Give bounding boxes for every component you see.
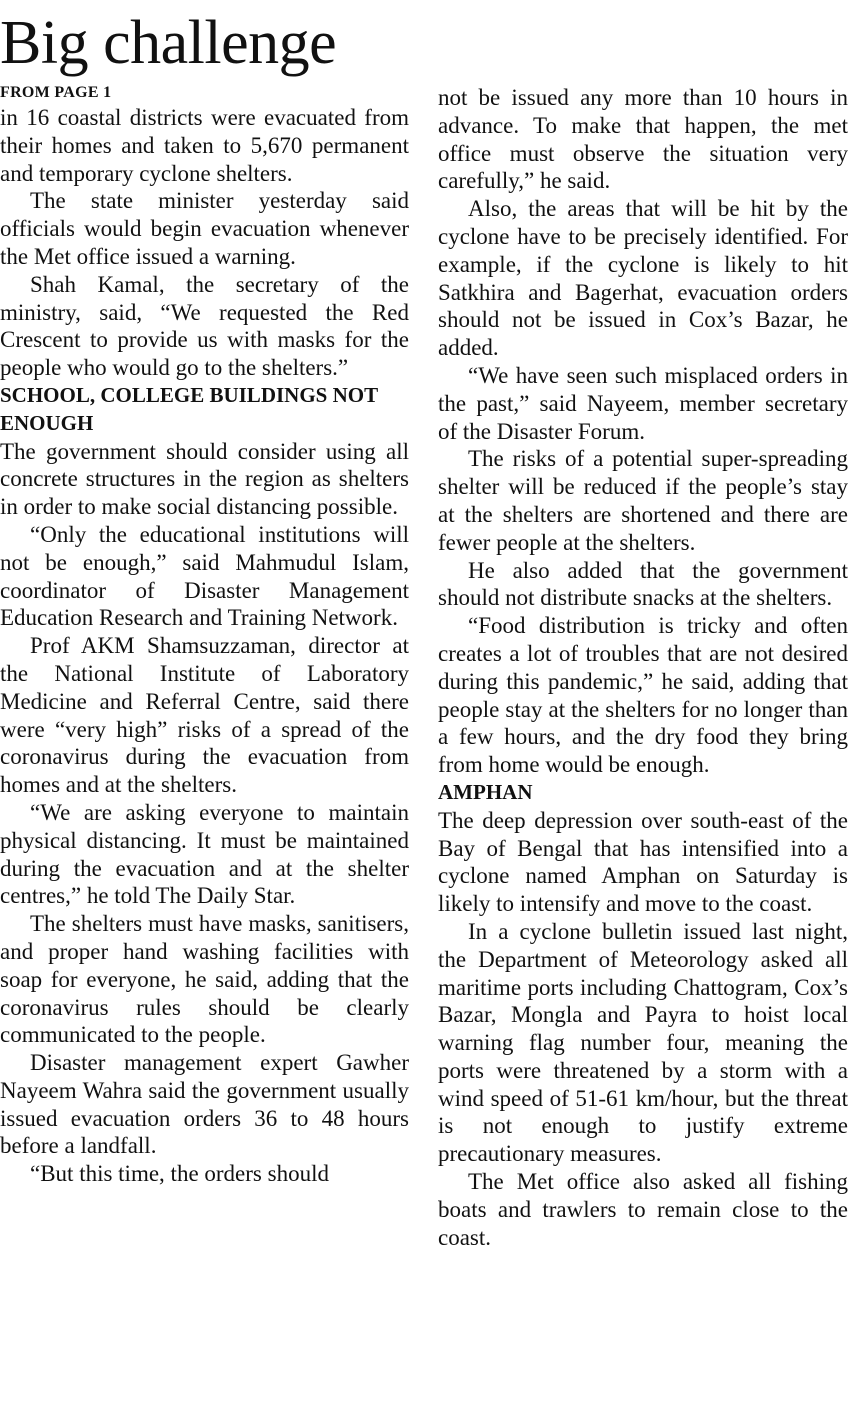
article-column-right xyxy=(438,84,848,1251)
article-column-left xyxy=(0,82,409,1188)
paragraph: Shah Kamal, the secretary of the ministry, said, “We requested the Red Crescent to provide us with masks for the people who would go to the shelters.” xyxy=(0,271,409,381)
paragraph: The government should consider using all concrete structures in the region as shelters in order to make social distancing possible. xyxy=(0,438,409,520)
paragraph: The shelters must have masks, sanitisers, and proper hand washing facilities with soap for everyone, he said, adding that the coronavirus rules should be clearly communicated to the people. xyxy=(0,911,409,1048)
paragraph: Also, the areas that will be hit by the cyclone have to be precisely identified. For example, if the cyclone is likely to hit Satkhira and Bagerhat, evacuation orders should not be issued in Cox’s Bazar, he added. xyxy=(438,196,848,361)
paragraph: not be issued any more than 10 hours in advance. To make that happen, the met office must observe the situation very carefully,” he said. xyxy=(438,85,848,194)
paragraph: The Met office also asked all fishing boats and trawlers to remain close to the coast. xyxy=(438,1169,848,1250)
paragraph: “Only the educational institutions will not be enough,” said Mahmudul Islam, coordinator of Disaster Management Education Research and Training Network. xyxy=(0,521,409,631)
paragraph: The state minister yesterday said officials would begin evacuation whenever the Met office issued a warning. xyxy=(0,188,409,269)
paragraph: “Food distribution is tricky and often creates a lot of troubles that are not desired during this pandemic,” he said, adding that people stay at the shelters for no longer than a few hours, and the dry food they bring from home would be enough. xyxy=(438,613,848,778)
paragraph: “We are asking everyone to maintain physical distancing. It must be maintained during the evacuation and at the shelter centres,” he told The Daily Star. xyxy=(0,799,409,909)
paragraph: He also added that the government should not distribute snacks at the shelters. xyxy=(438,557,848,611)
subheading: AMPHAN xyxy=(438,779,533,804)
paragraph: Prof AKM Shamsuzzaman, director at the National Institute of Laboratory Medicine and Referral Centre, said there were “very high” risks of a spread of the coronavirus during the evacuation from homes and at the shelters. xyxy=(0,633,409,798)
paragraph: The risks of a potential super-spreading shelter will be reduced if the people’s stay at the shelters are shortened and there are fewer people at the shelters. xyxy=(438,446,848,555)
paragraph: in 16 coastal districts were evacuated from their homes and taken to 5,670 permanent and temporary cyclone shelters. xyxy=(0,105,409,186)
paragraph: Disaster management expert Gawher Nayeem Wahra said the government usually issued evacuation orders 36 to 48 hours before a landfall. xyxy=(0,1050,409,1159)
headline: Big challenge xyxy=(0,9,337,77)
kicker-from-page: FROM PAGE 1 xyxy=(0,84,112,101)
subheading: SCHOOL, COLLEGE BUILDINGS NOT ENOUGH xyxy=(0,382,378,435)
paragraph: In a cyclone bulletin issued last night, the Department of Meteorology asked all maritime ports including Chattogram, Cox’s Bazar, Mongla and Payra to hoist local warning flag number four, meaning the ports were threatened by a storm with a wind speed of 51-61 km/hour, but the threat is not enough to justify extreme precautionary measures. xyxy=(438,918,848,1167)
paragraph: “We have seen such misplaced orders in the past,” said Nayeem, member secretary of the Disaster Forum. xyxy=(438,362,848,444)
paragraph: The deep depression over south-east of the Bay of Bengal that has intensified into a cyclone named Amphan on Saturday is likely to intensify and move to the coast. xyxy=(438,807,848,917)
paragraph: “But this time, the orders should xyxy=(30,1161,329,1187)
